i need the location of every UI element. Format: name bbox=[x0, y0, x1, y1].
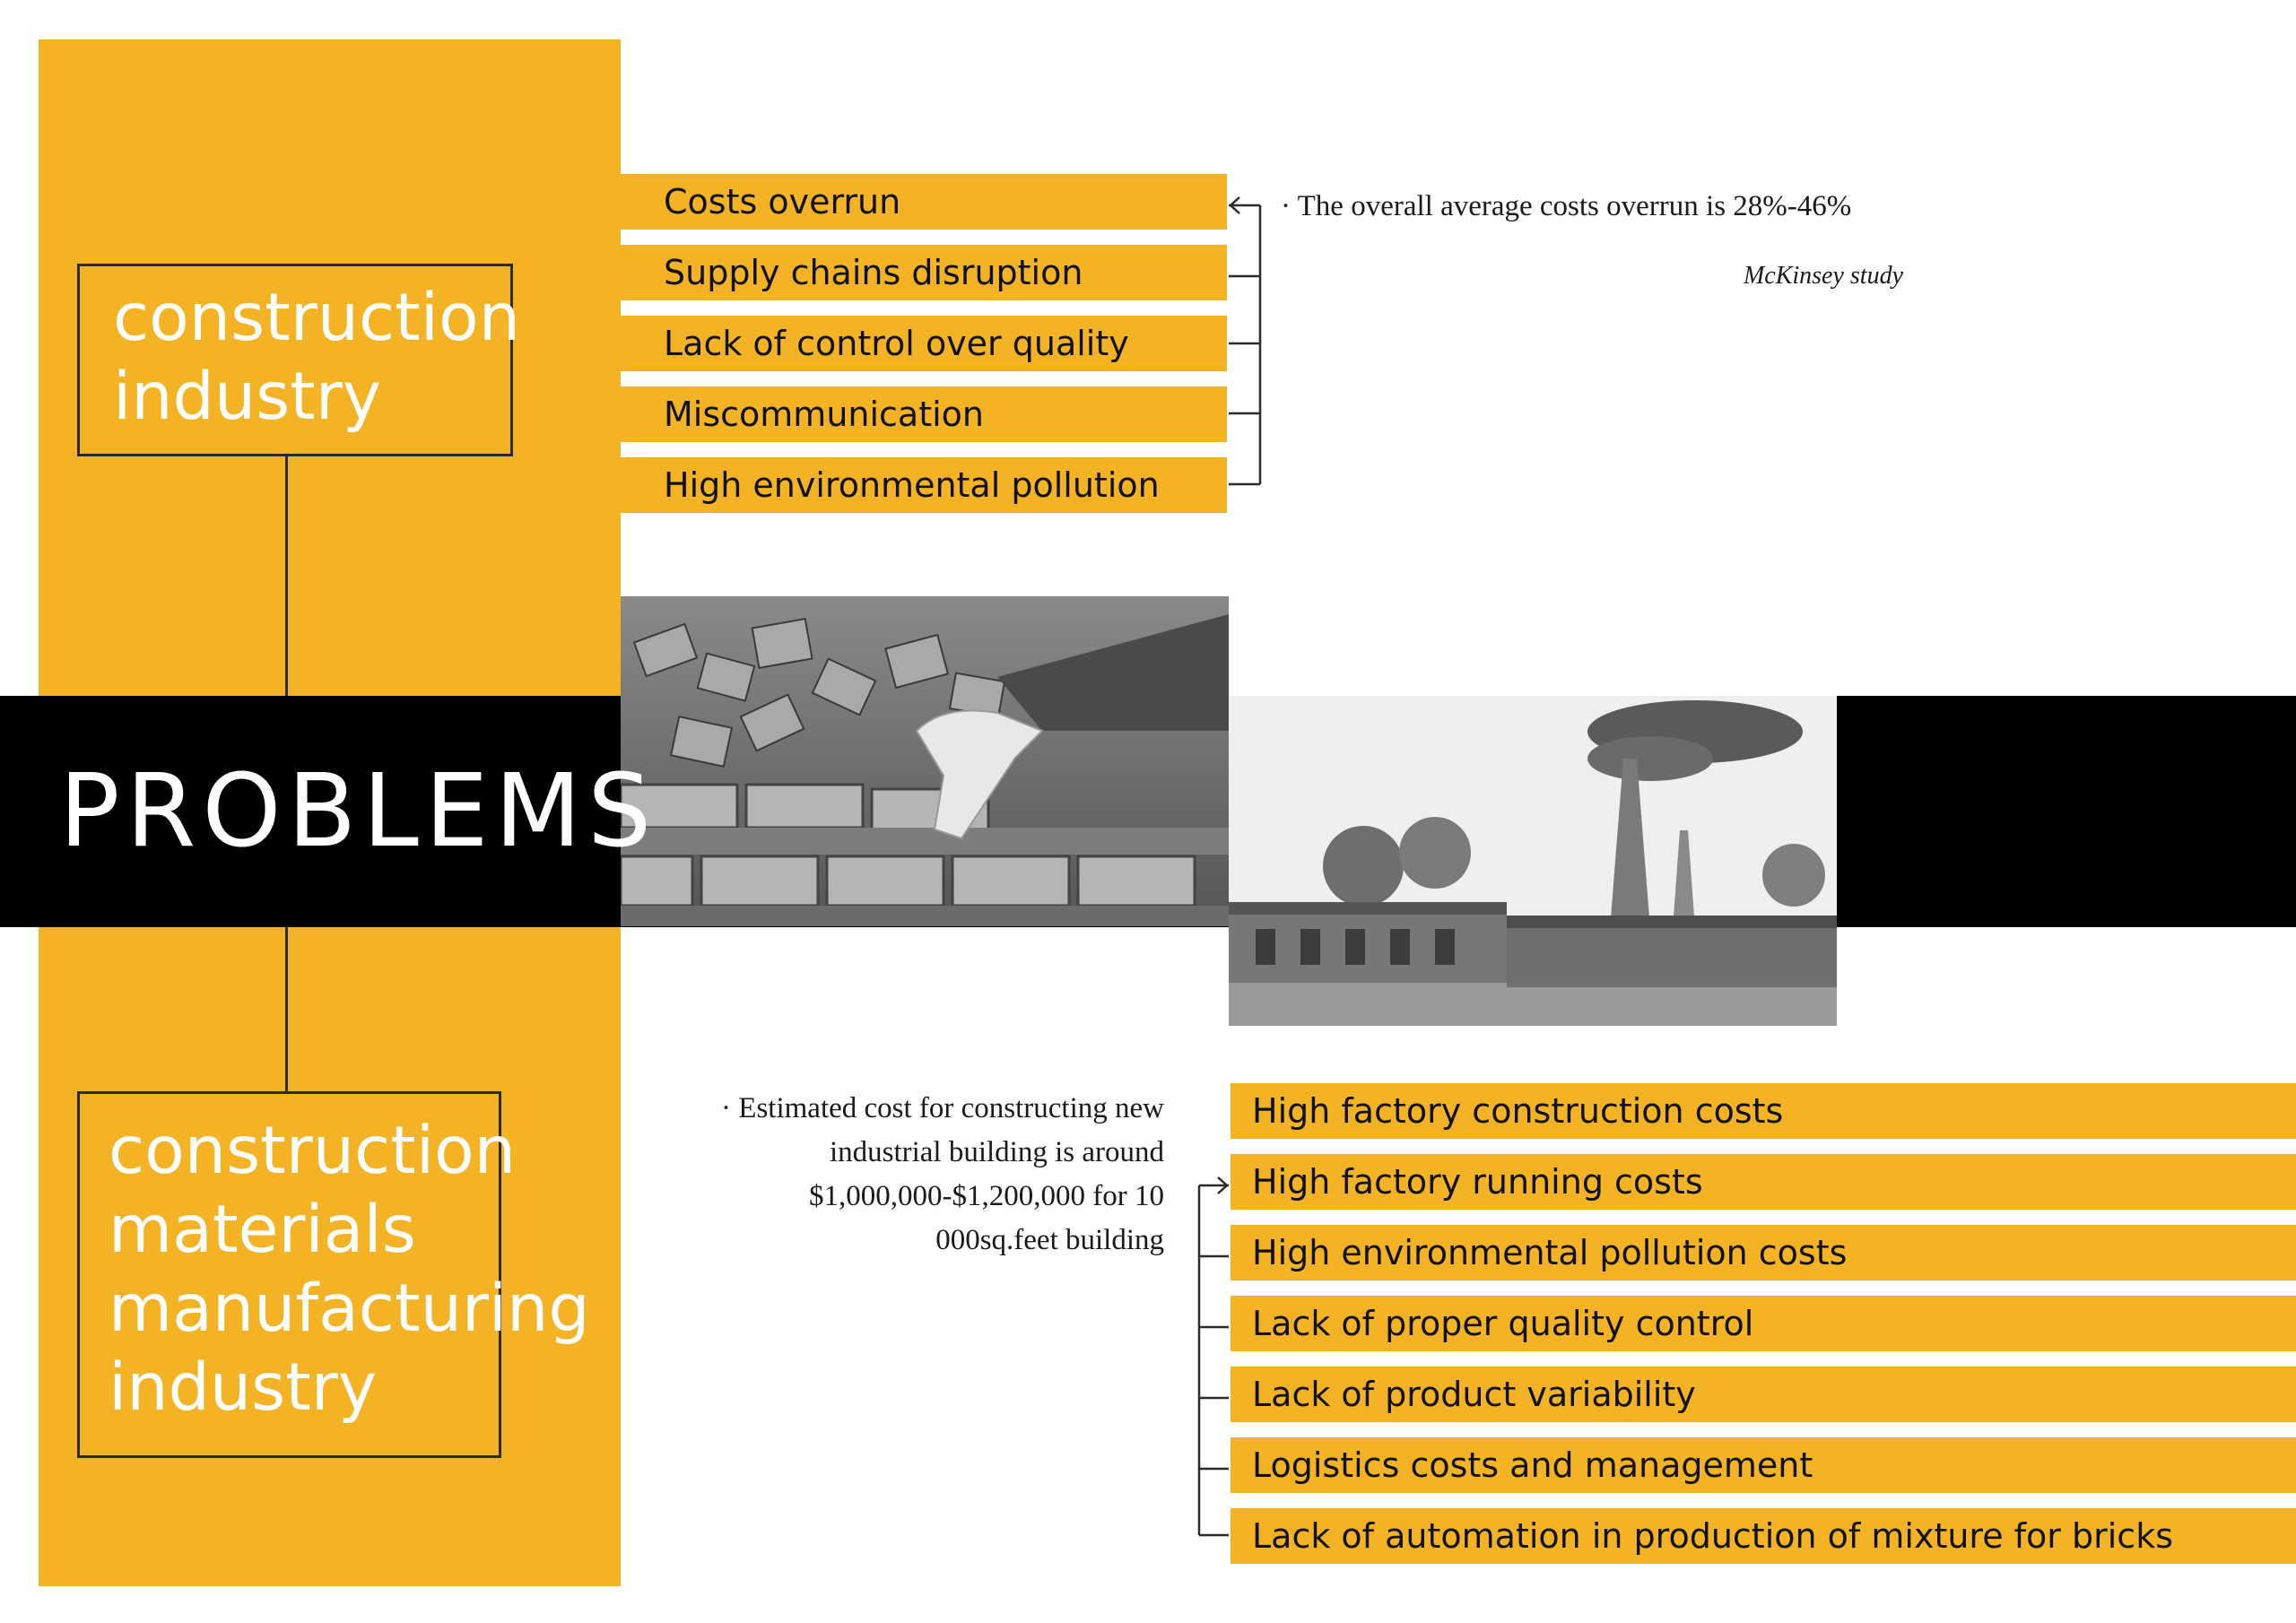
category-label: construction industry bbox=[113, 280, 520, 435]
note-costs-overrun: · The overall average costs overrun is 28%-46% bbox=[1281, 190, 1852, 222]
category-label: construction materials manufacturing industry bbox=[109, 1113, 590, 1426]
problem-bar: Costs overrun bbox=[621, 174, 1227, 230]
problem-bar: Lack of proper quality control bbox=[1231, 1296, 2296, 1351]
problem-bar: High environmental pollution costs bbox=[1231, 1225, 2296, 1280]
problem-bar: High factory construction costs bbox=[1231, 1083, 2296, 1139]
note-building-cost: · Estimated cost for constructing new industrial building is around $1,000,000-$1,200,000 for 10 000sq.feet building bbox=[721, 1092, 1164, 1256]
problem-bar: High environmental pollution bbox=[621, 457, 1227, 513]
problem-bar: Lack of automation in production of mixture for bricks bbox=[1231, 1508, 2296, 1564]
problem-bar: Supply chains disruption bbox=[621, 245, 1227, 300]
problem-bar: Lack of control over quality bbox=[621, 316, 1227, 371]
problem-bar: Lack of product variability bbox=[1231, 1367, 2296, 1422]
problem-bar: High factory running costs bbox=[1231, 1154, 2296, 1210]
problem-bar: Miscommunication bbox=[621, 386, 1227, 442]
page-title: PROBLEMS bbox=[59, 753, 658, 870]
problem-bar: Logistics costs and management bbox=[1231, 1437, 2296, 1493]
source-citation: McKinsey study bbox=[1743, 262, 1903, 290]
